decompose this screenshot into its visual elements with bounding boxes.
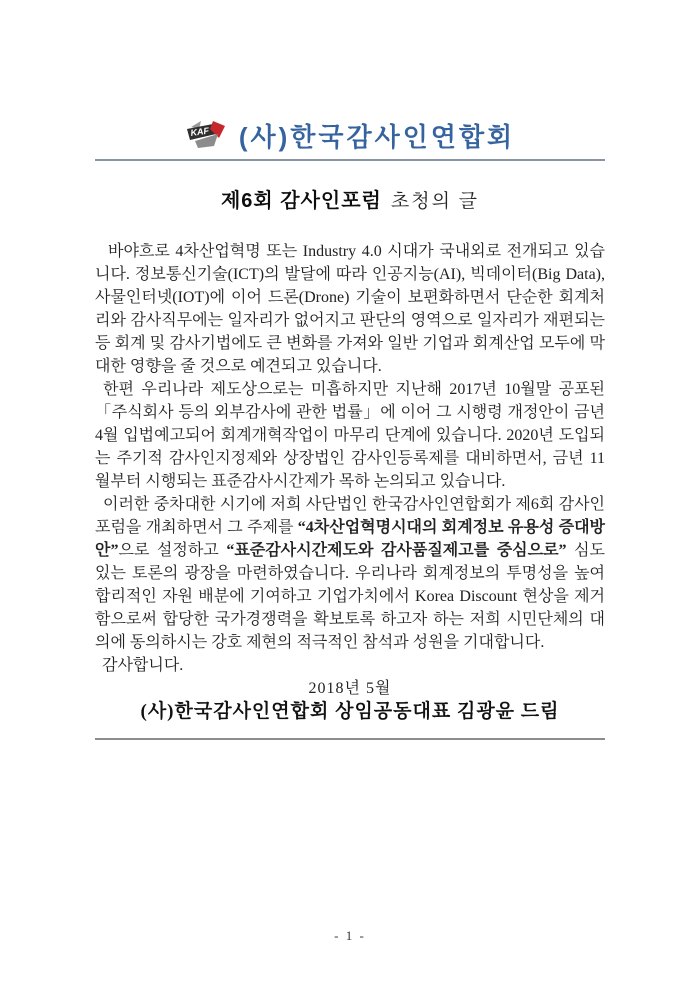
paragraph-2-text: 한편 우리나라 제도상으로는 미흡하지만 지난해 2017년 10월말 공포된 「주식회사 등의 외부감사에 관한 법률」에 이어 그 시행령 개정안이 금년 4월 입법예고되어 회계개혁작업이 마무리 단계에 있습니다. 2020년 도입되는 주기적 감사인지정제와 상장법인 감사인등록제를 대비하면서, 금년 11월부터 시행되는 표준감사시간제가 목하 논의되고 있습니다.: [95, 381, 605, 490]
paragraph-3-segment-4-bold: “표준감사시간제도와 감사품질제고를 중심으로”: [226, 542, 567, 559]
paragraph-1: [95, 240, 605, 378]
document-title-suffix: 초청의 글: [390, 191, 480, 212]
kaf-logo-icon: [185, 117, 229, 153]
page-number: - 1 -: [334, 928, 366, 943]
closing-remark: 감사합니다.: [102, 657, 184, 674]
document-title: [0, 178, 700, 215]
paragraph-2: [95, 378, 605, 493]
paragraph-3-segment-5: 심도 있는 토론의 광장을 마련하였습니다. 우리나라 회계정보의 투명성을 높여 합리적인 자원 배분에 기여하고 기업가치에서 Korea Discount 현상을 제거함으로써 합당한 국가경쟁력을 확보토록 하고자 하는 저희 시민단체의 대의에 동의하시는 강호 제현의 적극적인 참석과 성원을 기대합니다.: [95, 542, 605, 651]
paragraph-3-segment-1: 이러한 중차대한 시기에 저희 사단법인 한국감사인연합회가 제6회 감사인포럼을 개최하면서 그 주제를: [95, 496, 605, 536]
organization-name: (사)한국감사인연합회: [238, 121, 516, 152]
letter-date: 2018년 5월: [308, 680, 392, 697]
paragraph-3: [95, 493, 605, 654]
brand-row: [0, 114, 700, 156]
header-divider: [95, 159, 605, 161]
paragraph-1-text: 바야흐로 4차산업혁명 또는 Industry 4.0 시대가 국내외로 전개되고 있습니다. 정보통신기술(ICT)의 발달에 따라 인공지능(AI), 빅데이터(Big Data), 사물인터넷(IOT)에 이어 드론(Drone) 기술이 보편화하면서 단순한 회계처리와 감사직무에는 일자리가 없어지고 판단의 영역으로 일자리가 재편되는 등 회계 및 감사기법에도 큰 변화를 가져와 일반 기업과 회계산업 모두에 막대한 영향을 줄 것으로 예견되고 있습니다.: [95, 243, 605, 375]
logo-text: KAF: [189, 125, 210, 138]
document-header: [0, 0, 700, 215]
paragraph-3-segment-3: 으로 설정하고: [118, 542, 227, 559]
signature-divider: [95, 738, 605, 740]
letter-body: [95, 240, 605, 723]
signature: (사)한국감사인연합회 상임공동대표 김광윤 드림: [140, 701, 560, 722]
document-title-main: 제6회 감사인포럼: [220, 190, 382, 212]
paragraph-3-segment-2-bold: “4차산업혁명시대의 회계정보 유용성 증대방안”: [95, 519, 605, 559]
